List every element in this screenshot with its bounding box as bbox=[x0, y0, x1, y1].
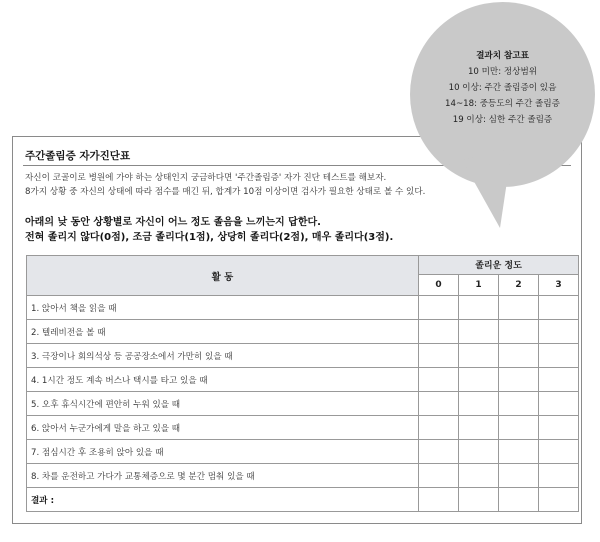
score-cell[interactable] bbox=[539, 344, 579, 368]
score-cell[interactable] bbox=[539, 392, 579, 416]
reference-line: 19 이상: 심한 주간 졸림증 bbox=[452, 115, 553, 125]
self-diagnosis-card bbox=[12, 136, 582, 524]
result-cell[interactable] bbox=[499, 488, 539, 512]
score-cell[interactable] bbox=[539, 464, 579, 488]
score-cell[interactable] bbox=[499, 296, 539, 320]
score-cell[interactable] bbox=[459, 440, 499, 464]
score-cell[interactable] bbox=[459, 416, 499, 440]
score-cell[interactable] bbox=[539, 440, 579, 464]
instruction-text bbox=[25, 215, 393, 245]
score-cell[interactable] bbox=[459, 296, 499, 320]
score-cell[interactable] bbox=[499, 344, 539, 368]
score-cell[interactable] bbox=[419, 392, 459, 416]
score-cell[interactable] bbox=[499, 320, 539, 344]
score-cell[interactable] bbox=[499, 416, 539, 440]
score-cell[interactable] bbox=[499, 464, 539, 488]
score-cell[interactable] bbox=[539, 296, 579, 320]
table-row bbox=[27, 344, 579, 368]
activity-cell: 1. 앉아서 책을 읽을 때 bbox=[27, 296, 419, 320]
score-cell[interactable] bbox=[419, 368, 459, 392]
score-cell[interactable] bbox=[459, 320, 499, 344]
activity-cell: 2. 텔레비전을 볼 때 bbox=[27, 320, 419, 344]
score-cell[interactable] bbox=[419, 464, 459, 488]
score-cell[interactable] bbox=[539, 320, 579, 344]
score-cell[interactable] bbox=[459, 344, 499, 368]
intro-text bbox=[25, 171, 425, 199]
reference-table bbox=[410, 48, 595, 128]
table-row bbox=[27, 368, 579, 392]
activity-cell: 4. 1시간 정도 계속 버스나 택시를 타고 있을 때 bbox=[27, 368, 419, 392]
score-cell[interactable] bbox=[499, 368, 539, 392]
score-cell[interactable] bbox=[499, 440, 539, 464]
activity-cell: 7. 점심시간 후 조용히 앉아 있을 때 bbox=[27, 440, 419, 464]
score-header-0: 0 bbox=[419, 274, 459, 295]
activity-cell: 5. 오후 휴식시간에 편안히 누워 있을 때 bbox=[27, 392, 419, 416]
score-header-2: 2 bbox=[499, 274, 539, 295]
reference-title: 결과치 참고표 bbox=[476, 51, 529, 61]
score-cell[interactable] bbox=[419, 344, 459, 368]
score-cell[interactable] bbox=[419, 296, 459, 320]
card-title: 주간졸림증 자가진단표 bbox=[25, 150, 131, 162]
score-header-1: 1 bbox=[459, 274, 499, 295]
activity-cell: 6. 앉아서 누군가에게 말을 하고 있을 때 bbox=[27, 416, 419, 440]
result-cell[interactable] bbox=[419, 488, 459, 512]
score-cell[interactable] bbox=[459, 392, 499, 416]
instruction-line: 전혀 졸리지 않다(0점), 조금 졸리다(1점), 상당히 졸리다(2점), 매우 졸리다(3점). bbox=[25, 232, 394, 243]
score-cell[interactable] bbox=[419, 416, 459, 440]
reference-line: 14~18: 중등도의 주간 졸림증 bbox=[445, 99, 560, 109]
reference-line: 10 미만: 정상범위 bbox=[467, 67, 538, 77]
intro-line: 8가지 상황 중 자신의 상태에 따라 점수를 매긴 뒤, 합계가 10점 이상이면 검사가 필요한 상태로 볼 수 있다. bbox=[25, 187, 426, 197]
table-row bbox=[27, 464, 579, 488]
activity-cell: 8. 차를 운전하고 가다가 교통체증으로 몇 분간 멈춰 있을 때 bbox=[27, 464, 419, 488]
table-row bbox=[27, 416, 579, 440]
score-cell[interactable] bbox=[419, 440, 459, 464]
result-row bbox=[27, 488, 579, 512]
result-cell[interactable] bbox=[539, 488, 579, 512]
instruction-line: 아래의 낮 동안 상황별로 자신이 어느 정도 졸음을 느끼는지 답한다. bbox=[25, 217, 321, 228]
score-header-3: 3 bbox=[539, 274, 579, 295]
reference-line: 10 이상: 주간 졸림증이 있음 bbox=[448, 83, 557, 93]
activity-header: 활 동 bbox=[27, 256, 419, 296]
score-cell[interactable] bbox=[459, 368, 499, 392]
score-cell[interactable] bbox=[459, 464, 499, 488]
score-cell[interactable] bbox=[499, 392, 539, 416]
table-row bbox=[27, 392, 579, 416]
table-row bbox=[27, 296, 579, 320]
table-row bbox=[27, 320, 579, 344]
score-cell[interactable] bbox=[419, 320, 459, 344]
score-cell[interactable] bbox=[539, 368, 579, 392]
degree-header: 졸리운 정도 bbox=[419, 256, 579, 275]
result-cell[interactable] bbox=[459, 488, 499, 512]
score-cell[interactable] bbox=[539, 416, 579, 440]
activity-cell: 3. 극장이나 회의석상 등 공공장소에서 가만히 있을 때 bbox=[27, 344, 419, 368]
result-label: 결과 : bbox=[27, 488, 419, 512]
intro-line: 자신이 코골이로 병원에 가야 하는 상태인지 궁금하다면 '주간졸림증' 자가 진단 테스트를 해보자. bbox=[25, 173, 387, 183]
diagnosis-table bbox=[26, 255, 579, 512]
table-row bbox=[27, 440, 579, 464]
